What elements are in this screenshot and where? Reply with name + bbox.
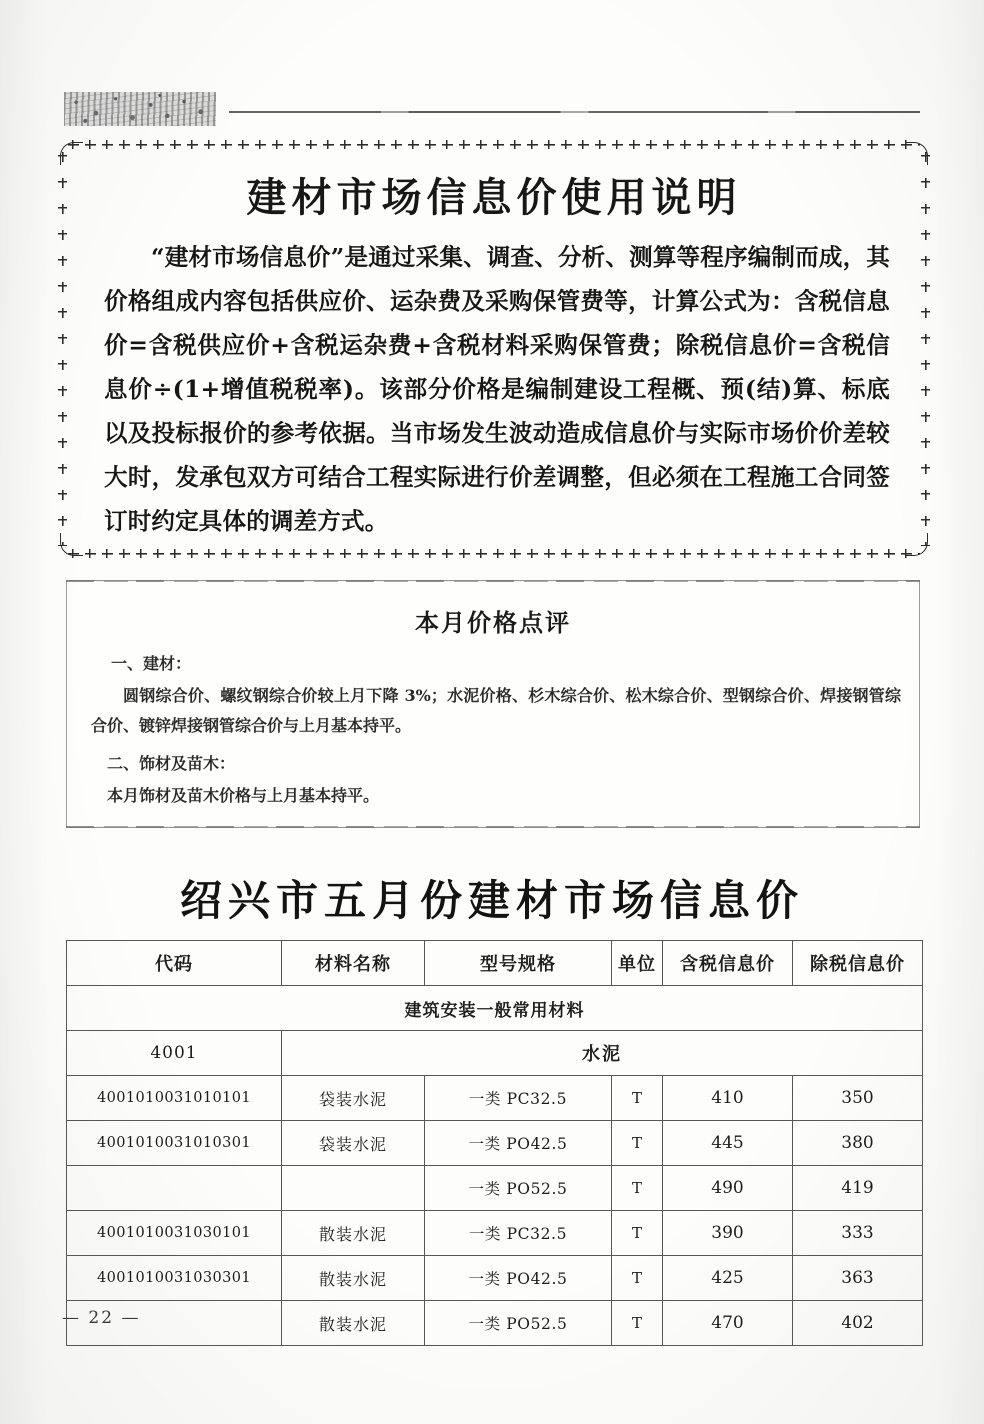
review-section1-heading: 一、建材： — [111, 654, 192, 673]
cell-material: 散装水泥 — [282, 1301, 425, 1346]
cell-unit: T — [612, 1121, 663, 1166]
cell-unit: T — [612, 1076, 663, 1121]
cell-code: 4001010031010101 — [67, 1076, 282, 1121]
cell-unit: T — [612, 1211, 663, 1256]
table-category-row — [67, 1031, 923, 1076]
running-head-rule — [229, 111, 920, 113]
cell-material — [282, 1166, 425, 1211]
review-border-bottom — [66, 826, 920, 828]
column-header-tax-price: 含税信息价 — [663, 941, 793, 986]
notice-corner-top-right — [905, 142, 928, 165]
table-row — [67, 1076, 923, 1121]
cell-tax-price: 410 — [663, 1076, 793, 1121]
review-border-top — [66, 580, 920, 582]
running-head — [64, 92, 920, 130]
column-header-net-price: 除税信息价 — [793, 941, 923, 986]
cell-spec: 一类 PO42.5 — [425, 1256, 612, 1301]
cell-material: 袋装水泥 — [282, 1121, 425, 1166]
cell-net-price: 333 — [793, 1211, 923, 1256]
section-label: 建筑安装一般常用材料 — [67, 986, 923, 1031]
table-section-row — [67, 986, 923, 1031]
cell-spec: 一类 PO52.5 — [425, 1301, 612, 1346]
cell-net-price: 419 — [793, 1166, 923, 1211]
monthly-price-review-box — [66, 580, 920, 828]
review-section2-body: 本月饰材及苗木价格与上月基本持平。 — [107, 786, 380, 805]
notice-corner-bottom-left — [60, 533, 83, 556]
cell-code — [67, 1166, 282, 1211]
column-header-material: 材料名称 — [282, 941, 425, 986]
usage-notice-title: 建材市场信息价使用说明 — [246, 175, 742, 221]
cell-material: 散装水泥 — [282, 1211, 425, 1256]
masthead-smudge-icon — [64, 92, 216, 126]
cell-tax-price: 490 — [663, 1166, 793, 1211]
monthly-price-review-title: 本月价格点评 — [415, 609, 571, 637]
notice-corner-top-left — [60, 142, 83, 165]
cell-spec: 一类 PO52.5 — [425, 1166, 612, 1211]
review-section1-body: 圆钢综合价、螺纹钢综合价较上月下降 3%；水泥价格、杉木综合价、松木综合价、型钢综合价、焊接钢管综合价、镀锌焊接钢管综合价与上月基本持平。 — [91, 686, 901, 735]
cell-unit: T — [612, 1301, 663, 1346]
table-row — [67, 1166, 923, 1211]
cell-net-price: 402 — [793, 1301, 923, 1346]
column-header-spec: 型号规格 — [425, 941, 612, 986]
column-header-code: 代码 — [67, 941, 282, 986]
cell-net-price: 350 — [793, 1076, 923, 1121]
cell-material: 袋装水泥 — [282, 1076, 425, 1121]
page-number: — 22 — — [62, 1308, 141, 1328]
usage-notice-box — [58, 140, 930, 558]
cell-code: 4001010031010301 — [67, 1121, 282, 1166]
table-row — [67, 1121, 923, 1166]
cell-tax-price: 390 — [663, 1211, 793, 1256]
column-header-unit: 单位 — [612, 941, 663, 986]
notice-corner-bottom-right — [905, 533, 928, 556]
price-table — [66, 940, 923, 1346]
table-row — [67, 1211, 923, 1256]
review-section2-heading: 二、饰材及苗木： — [107, 754, 236, 773]
page-title: 绍兴市五月份建材市场信息价 — [179, 876, 804, 925]
cell-net-price: 363 — [793, 1256, 923, 1301]
cell-tax-price: 445 — [663, 1121, 793, 1166]
price-table-container — [66, 940, 922, 1346]
usage-notice-body: “建材市场信息价”是通过采集、调查、分析、测算等程序编制而成，其价格组成内容包括供应价、运杂费及采购保管费等，计算公式为：含税信息价=含税供应价+含税运杂费+含税材料采购保管费；除税信息价=含税信息价÷(1+增值税税率)。该部分价格是编制建设工程概、预(结)算、标底以及投标报价的参考依据。当市场发生波动造成信息价与实际市场价价差较大时，发承包双方可结合工程实际进行价差调整，但必须在工程施工合同签订时约定具体的调差方式。 — [104, 243, 890, 535]
table-row — [67, 1256, 923, 1301]
cell-tax-price: 470 — [663, 1301, 793, 1346]
table-header-row — [67, 941, 923, 986]
category-code: 4001 — [67, 1031, 282, 1076]
cell-spec: 一类 PO42.5 — [425, 1121, 612, 1166]
cell-unit: T — [612, 1256, 663, 1301]
cell-tax-price: 425 — [663, 1256, 793, 1301]
cell-code: 4001010031030101 — [67, 1211, 282, 1256]
category-name: 水泥 — [282, 1031, 923, 1076]
cell-net-price: 380 — [793, 1121, 923, 1166]
cell-spec: 一类 PC32.5 — [425, 1211, 612, 1256]
cell-code: 4001010031030301 — [67, 1256, 282, 1301]
cell-material: 散装水泥 — [282, 1256, 425, 1301]
cell-unit: T — [612, 1166, 663, 1211]
cell-spec: 一类 PC32.5 — [425, 1076, 612, 1121]
table-row — [67, 1301, 923, 1346]
